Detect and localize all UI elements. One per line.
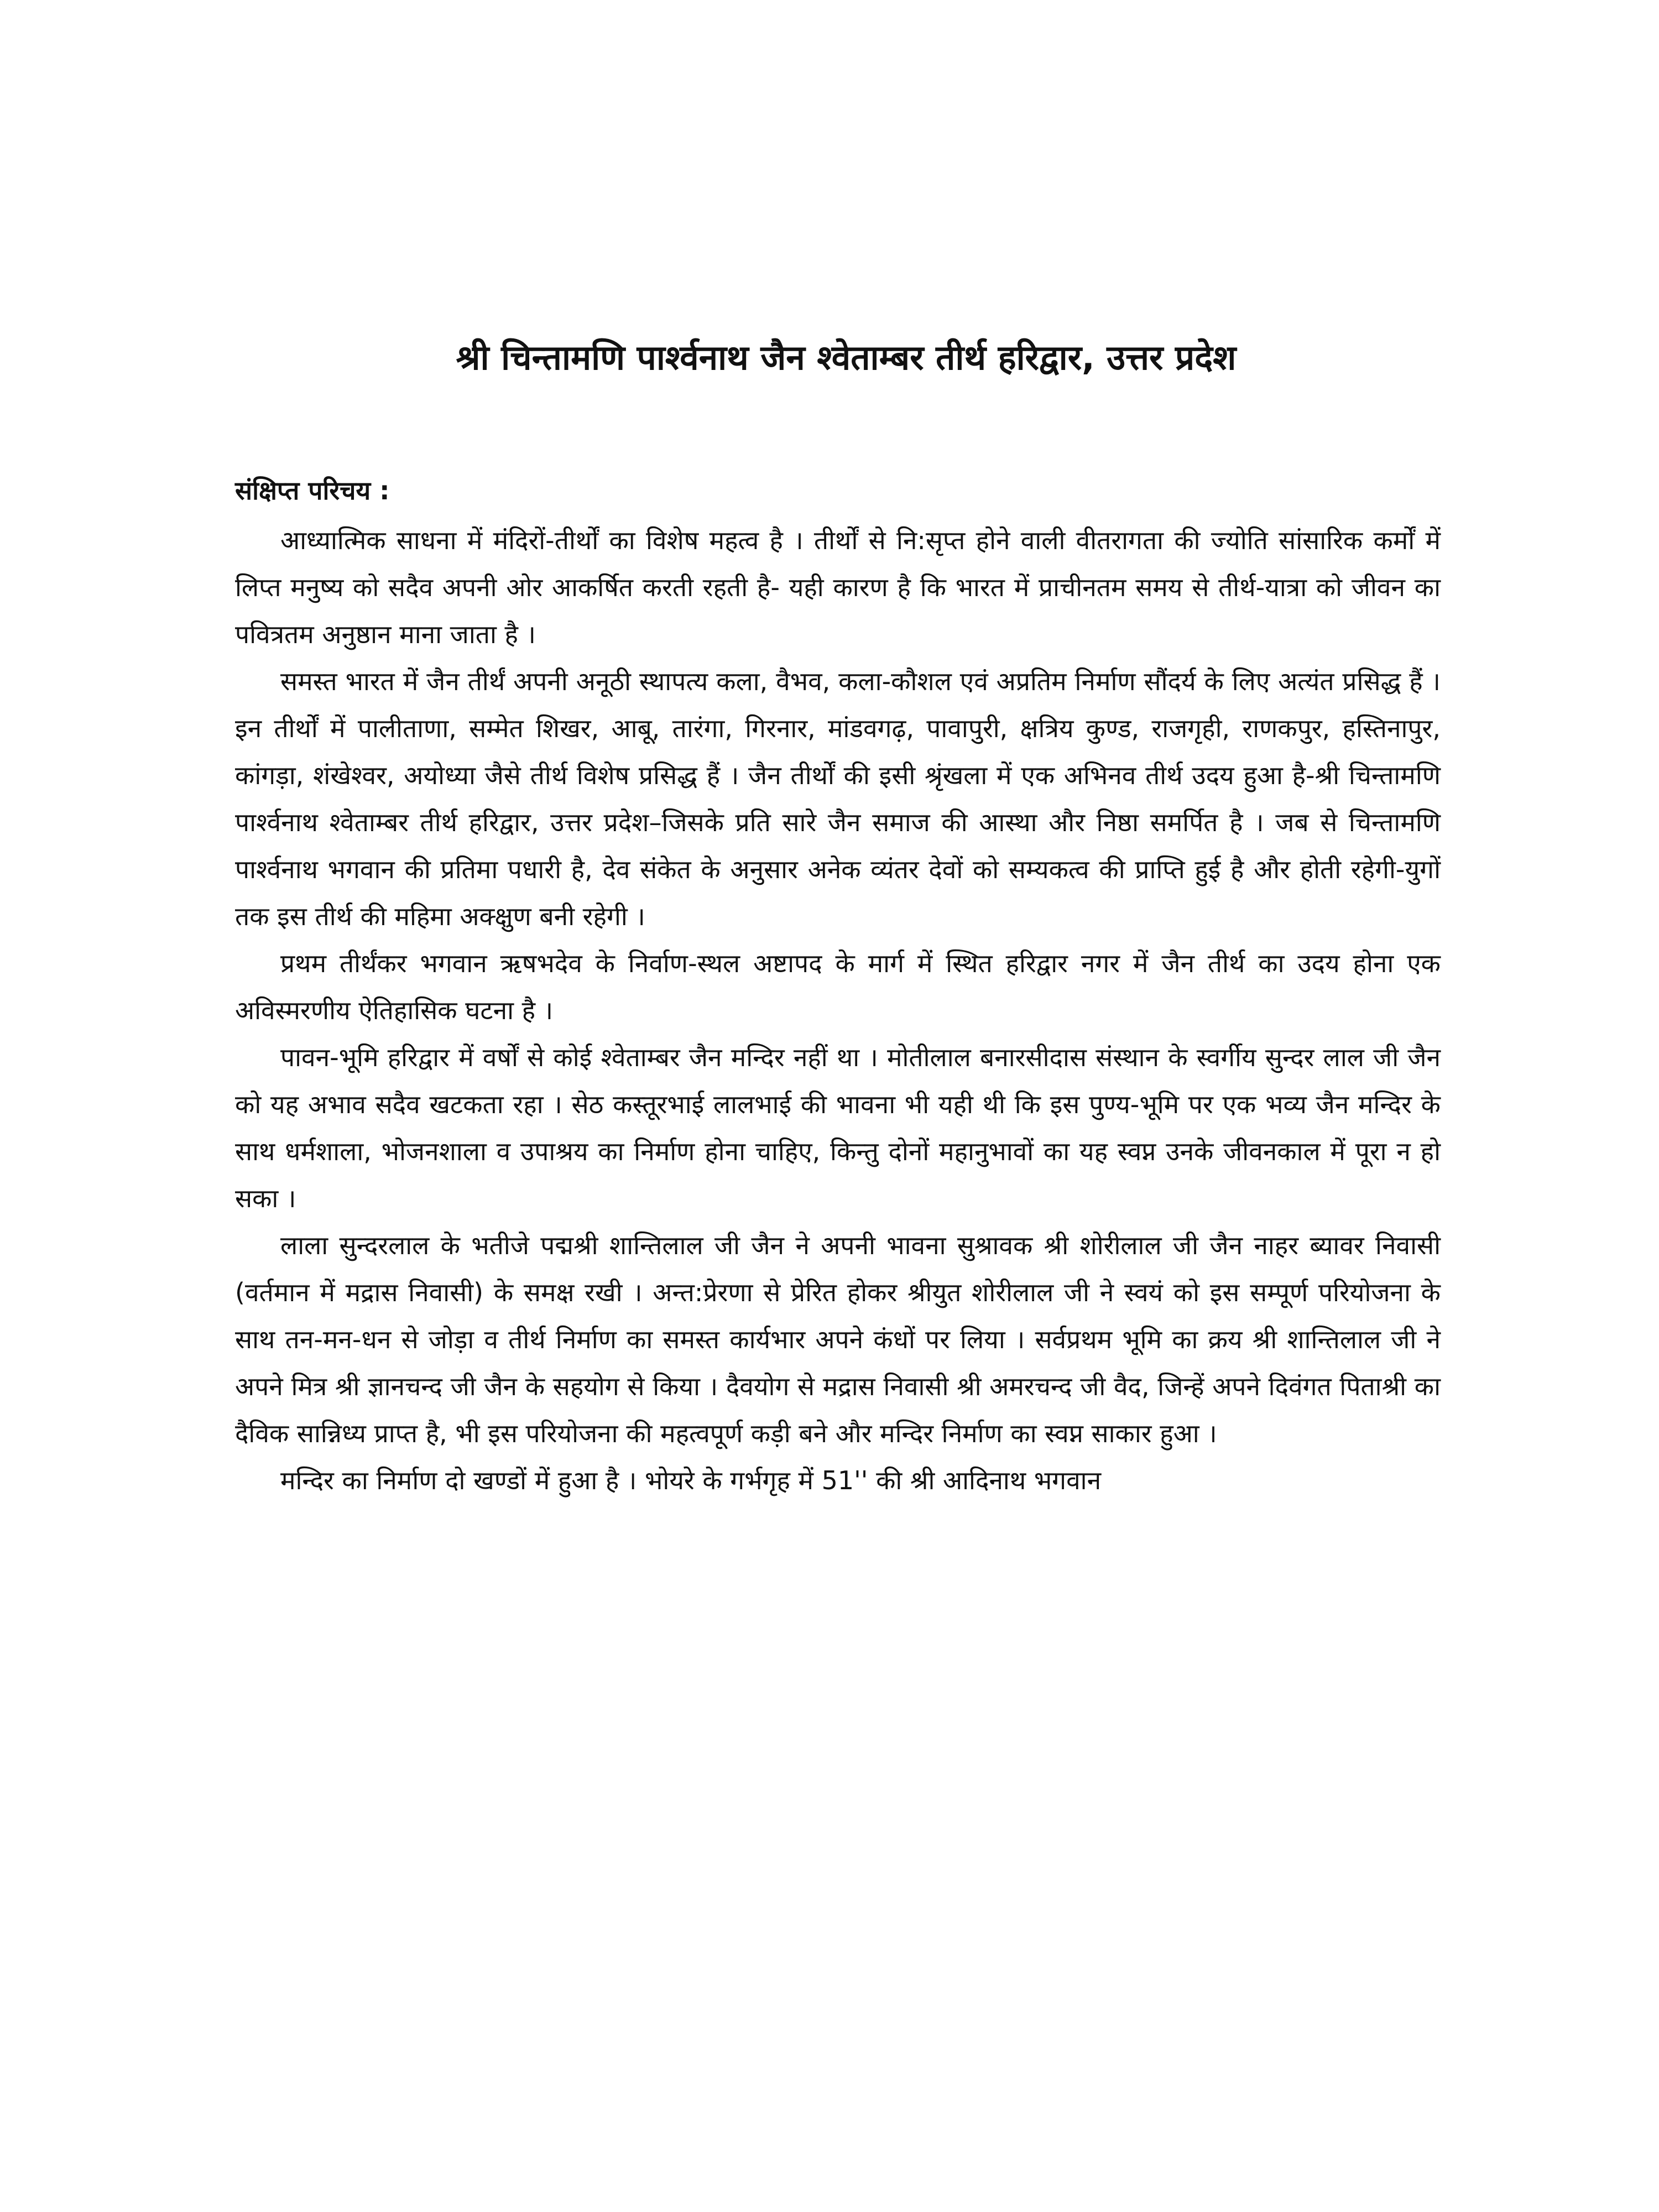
- section-heading: संक्षिप्त परिचय :: [235, 476, 390, 505]
- body-text: [235, 517, 1441, 1504]
- paragraph-3: प्रथम तीर्थंकर भगवान ऋषभदेव के निर्वाण-स्थल अष्टापद के मार्ग में स्थित हरिद्वार नगर में जैन तीर्थ का उदय होना एक अविस्मरणीय ऐतिहासिक घटना है ।: [235, 948, 1441, 1025]
- paragraph-6: मन्दिर का निर्माण दो खण्डों में हुआ है । भोयरे के गर्भगृह में 51'' की श्री आदिनाथ भगवान: [280, 1465, 1102, 1495]
- page-title: श्री चिन्तामणि पार्श्वनाथ जैन श्वेताम्बर तीर्थ हरिद्वार, उत्तर प्रदेश: [456, 337, 1237, 378]
- paragraph-4: पावन-भूमि हरिद्वार में वर्षों से कोई श्वेताम्बर जैन मन्दिर नहीं था । मोतीलाल बनारसीदास संस्थान के स्वर्गीय सुन्दर लाल जी जैन को यह अभाव सदैव खटकता रहा । सेठ कस्तूरभाई लालभाई की भावना भी यही थी कि इस पुण्य-भूमि पर एक भव्य जैन मन्दिर के साथ धर्मशाला, भोजनशाला व उपाश्रय का निर्माण होना चाहिए, किन्तु दोनों महानुभावों का यह स्वप्न उनके जीवनकाल में पूरा न हो सका ।: [235, 1042, 1441, 1213]
- paragraph-2: समस्त भारत में जैन तीर्थं अपनी अनूठी स्थापत्य कला, वैभव, कला-कौशल एवं अप्रतिम निर्माण सौंदर्य के लिए अत्यंत प्रसिद्ध हैं । इन तीर्थों में पालीताणा, सम्मेत शिखर, आबू, तारंगा, गिरनार, मांडवगढ़, पावापुरी, क्षत्रिय कुण्ड, राजगृही, राणकपुर, हस्तिनापुर, कांगड़ा, शंखेश्वर, अयोध्या जैसे तीर्थ विशेष प्रसिद्ध हैं । जैन तीर्थों की इसी श्रृंखला में एक अभिनव तीर्थ उदय हुआ है-श्री चिन्तामणि पार्श्वनाथ श्वेताम्बर तीर्थ हरिद्वार, उत्तर प्रदेश–जिसके प्रति सारे जैन समाज की आस्था और निष्ठा समर्पित है । जब से चिन्तामणि पार्श्वनाथ भगवान की प्रतिमा पधारी है, देव संकेत के अनुसार अनेक व्यंतर देवों को सम्यकत्व की प्राप्ति हुई है और होती रहेगी-युगों तक इस तीर्थ की महिमा अक्क्षुण बनी रहेगी ।: [235, 666, 1441, 931]
- paragraph-1: आध्यात्मिक साधना में मंदिरों-तीर्थों का विशेष महत्व है । तीर्थों से नि:सृप्त होने वाली वीतरागता की ज्योति सांसारिक कर्मों में लिप्त मनुष्य को सदैव अपनी ओर आकर्षित करती रहती है- यही कारण है कि भारत में प्राचीनतम समय से तीर्थ-यात्रा को जीवन का पवित्रतम अनुष्ठान माना जाता है ।: [235, 525, 1441, 649]
- paragraph-5: लाला सुन्दरलाल के भतीजे पद्मश्री शान्तिलाल जी जैन ने अपनी भावना सुश्रावक श्री शोरीलाल जी जैन नाहर ब्यावर निवासी (वर्तमान में मद्रास निवासी) के समक्ष रखी । अन्त:प्रेरणा से प्रेरित होकर श्रीयुत शोरीलाल जी ने स्वयं को इस सम्पूर्ण परियोजना के साथ तन-मन-धन से जोड़ा व तीर्थ निर्माण का समस्त कार्यभार अपने कंधों पर लिया । सर्वप्रथम भूमि का क्रय श्री शान्तिलाल जी ने अपने मित्र श्री ज्ञानचन्द जी जैन के सहयोग से किया । दैवयोग से मद्रास निवासी श्री अमरचन्द जी वैद, जिन्हें अपने दिवंगत पिताश्री का दैविक सान्निध्य प्राप्त है, भी इस परियोजना की महत्वपूर्ण कड़ी बने और मन्दिर निर्माण का स्वप्न साकार हुआ ।: [235, 1230, 1441, 1448]
